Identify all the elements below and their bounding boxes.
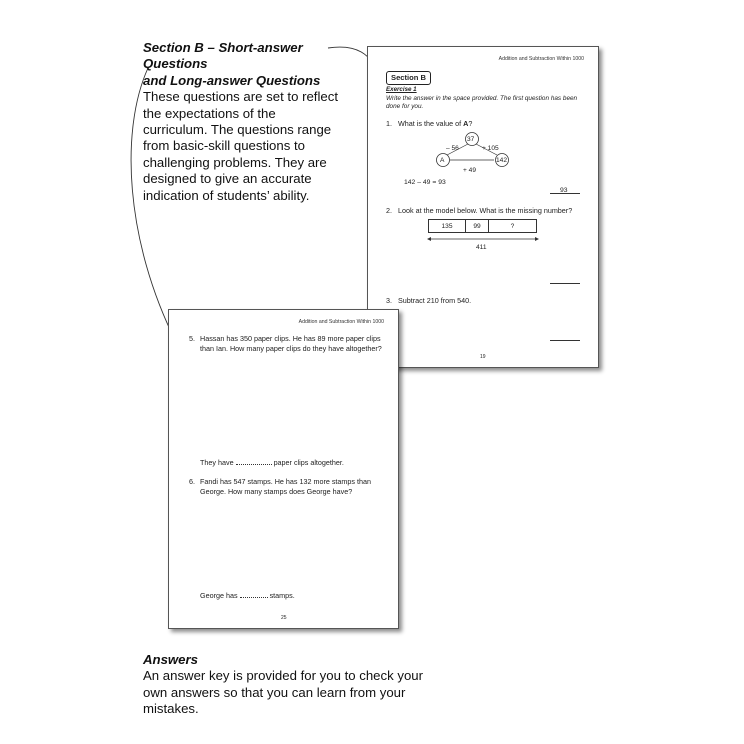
answer-line [550,340,580,341]
working-text: 142 – 49 = 93 [404,179,446,186]
diagram-top-value: 37 [467,136,475,143]
diagram-plus-label: + 105 [482,145,499,152]
page-number: 25 [281,615,287,621]
section-b-body: These questions are set to reflect the expectations of the curriculum. The questions range from basic-skill questions to challenging problems. They are designed to give an accurate indication of students’ ability. [143,89,338,203]
model-total: 411 [476,244,487,251]
section-b-heading-line2: and Long-answer Questions [143,72,321,88]
question-6-text: Fandi has 547 stamps. He has 132 more stamps than George. How many stamps does George have? [200,477,371,496]
question-text: Look at the model below. What is the missing number? [398,206,573,215]
exercise-label: Exercise 1 [386,86,417,93]
fill-blank[interactable] [240,597,268,598]
section-b-heading-line1: Section B – Short-answer Questions [143,40,303,72]
answers-heading: Answers [143,652,198,667]
question-number: 2. [386,206,392,215]
diagram-right-value: 142 [496,157,508,164]
page-number: 19 [480,354,486,360]
answer-value: 93 [560,187,568,194]
question-text: What is the value of [398,119,462,128]
instruction-text: Write the answer in the space provided. The first question has been done for you. [386,95,578,110]
question-number: 1. [386,119,392,128]
fill-blank[interactable] [236,464,272,465]
question-6-fill: George has stamps. [200,591,295,600]
model-box-1: 135 [428,219,466,233]
question-5-fill: They have paper clips altogether. [200,458,344,467]
section-label: Section B [386,71,431,85]
question-3 [386,296,471,306]
diagram-minus-label: – 56 [446,145,459,152]
worksheet-page-19 [367,46,599,368]
answers-description [143,652,443,718]
diagram-left-value: A [440,157,445,164]
model-box-3: ? [488,219,537,233]
worksheet-page-25 [168,309,399,629]
question-5-number: 5. [189,334,195,343]
model-box-2: 99 [465,219,489,233]
question-number: 3. [386,296,392,305]
diagram-bottom-label: + 49 [463,167,477,174]
answer-line [550,193,580,194]
question-5-text: Hassan has 350 paper clips. He has 89 more paper clips than Ian. How many paper clips do they have altogether? [200,334,382,353]
answer-line [550,283,580,284]
question-6-number: 6. [189,477,195,486]
question-text: Subtract 210 from 540. [398,296,472,305]
question-variable: A [463,119,469,128]
answers-body: An answer key is provided for you to check your own answers so that you can learn from your mistakes. [143,668,424,717]
model-total-arrow [426,235,540,243]
page-header: Addition and Subtraction Within 1000 [298,319,384,325]
question-2 [386,206,572,216]
page-header: Addition and Subtraction Within 1000 [498,56,584,62]
question-1: 1. What is the value of A? [386,119,473,128]
